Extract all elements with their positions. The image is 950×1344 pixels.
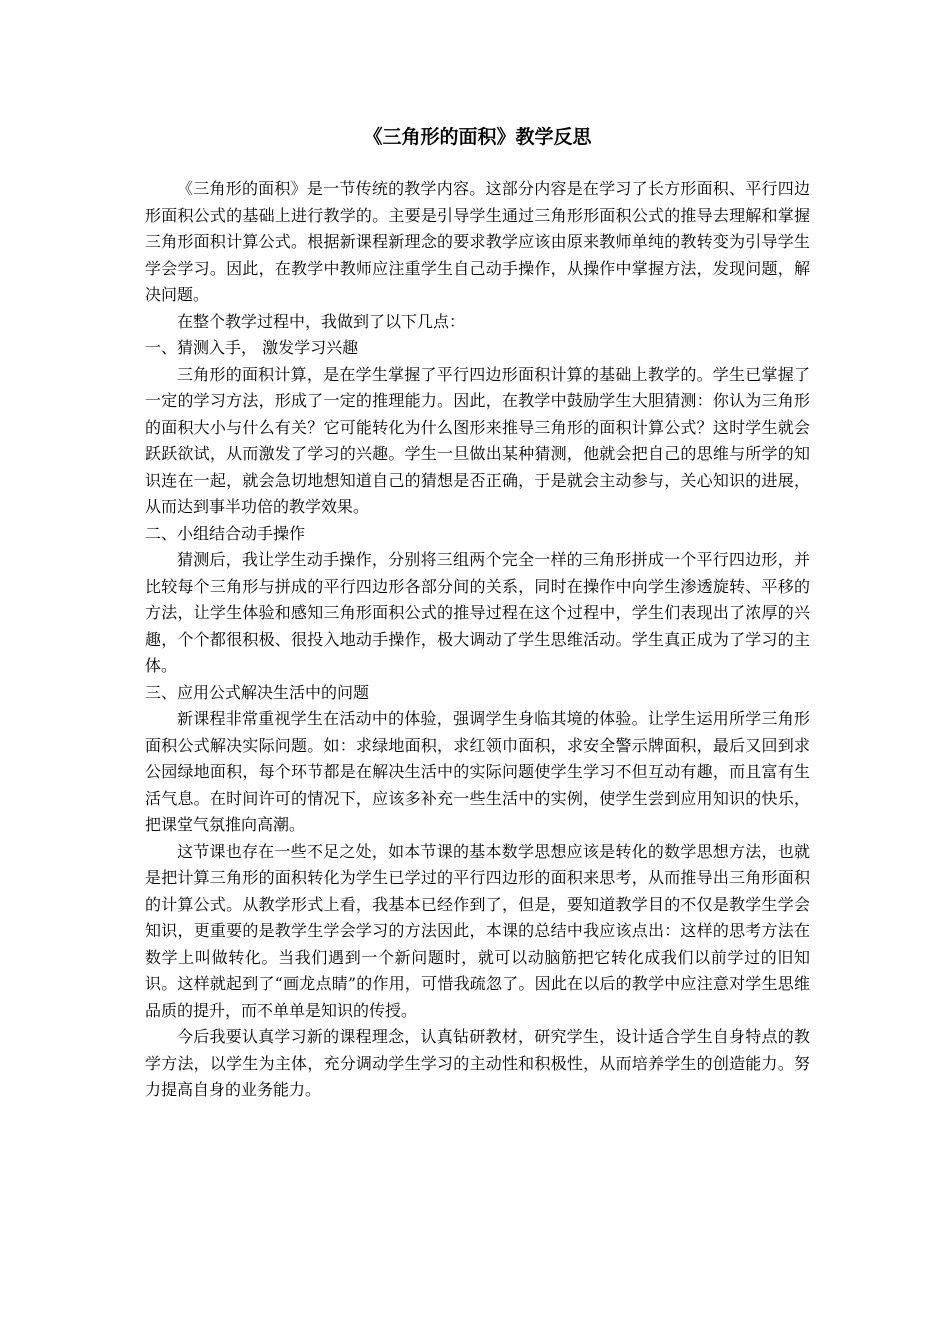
paragraph-reflection: 这节课也存在一些不足之处，如本节课的基本数学思想应该是转化的数学思想方法，也就是把计算三角形的面积转化为学生已学过的平行四边形的面积来思考，从而推导出三角形面积的计算公式。从教学形式上看，我基本已经作到了，但是，要知道教学目的不仅是教学生学会知识，更重要的是教学生学会学习的方法因此，本课的总结中我应该点出：这样的思考方法在数学上叫做转化。当我们遇到一个新问题时，就可以动脑筋把它转化成我们以前学过的旧知识。这样就起到了“画龙点睛”的作用，可惜我疏忽了。因此在以后的教学中应注意对学生思维品质的提升，而不单单是知识的传授。	[145, 841, 810, 1020]
paragraph-section-2: 猜测后，我让学生动手操作，分别将三组两个完全一样的三角形拼成一个平行四边形，并比较每个三角形与拼成的平行四边形各部分间的关系，同时在操作中向学生渗透旋转、平移的方法，让学生体验和感知三角形面积公式的推导过程在这个过程中，学生们表现出了浓厚的兴趣，个个都很积极、很投入地动手操作，极大调动了学生思维活动。学生真正成为了学习的主体。	[145, 550, 810, 675]
paragraph-section-3: 新课程非常重视学生在活动中的体验，强调学生身临其境的体验。让学生运用所学三角形面积公式解决实际问题。如：求绿地面积，求红领巾面积，求安全警示牌面积，最后又回到求公园绿地面积，每个环节都是在解决生活中的实际问题使学生学习不但互动有趣，而且富有生活气息。在时间许可的情况下，应该多补充一些生活中的实例，使学生尝到应用知识的快乐，把课堂气氛推向高潮。	[145, 709, 810, 834]
document-body	[145, 176, 810, 1104]
section-heading-2: 二、小组结合动手操作	[145, 523, 306, 543]
paragraph-intro: 《三角形的面积》是一节传统的教学内容。这部分内容是在学习了长方形面积、平行四边形面积公式的基础上进行教学的。主要是引导学生通过三角形形面积公式的推导去理解和掌握三角形面积计算公式。根据新课程新理念的要求教学应该由原来教师单纯的教转变为引导学生学会学习。因此，在教学中教师应注重学生自己动手操作，从操作中掌握方法，发现问题，解决问题。	[145, 179, 810, 304]
document-title: 《三角形的面积》教学反思	[363, 126, 592, 148]
paragraph-section-1: 三角形的面积计算，是在学生掌握了平行四边形面积计算的基础上教学的。学生已掌握了一定的学习方法，形成了一定的推理能力。因此，在教学中鼓励学生大胆猜测：你认为三角形的面积大小与什么有关？它可能转化为什么图形来推导三角形的面积计算公式？这时学生就会跃跃欲试，从而激发了学习的兴趣。学生一旦做出某种猜测，他就会把自己的思维与所学的知识连在一起，就会急切地想知道自己的猜想是否正确，于是就会主动参与，关心知识的进展，从而达到事半功倍的教学效果。	[145, 364, 810, 516]
section-heading-1: 一、猜测入手， 激发学习兴趣	[145, 338, 359, 357]
paragraph-conclusion: 今后我要认真学习新的课程理念，认真钻研教材，研究学生，设计适合学生自身特点的教学方法，以学生为主体，充分调动学生学习的主动性和积极性，从而培养学生的创造能力。努力提高自身的业务能力。	[145, 1027, 810, 1099]
section-heading-3: 三、应用公式解决生活中的问题	[145, 682, 370, 702]
paragraph-overview: 在整个教学过程中，我做到了以下几点：	[177, 311, 466, 331]
